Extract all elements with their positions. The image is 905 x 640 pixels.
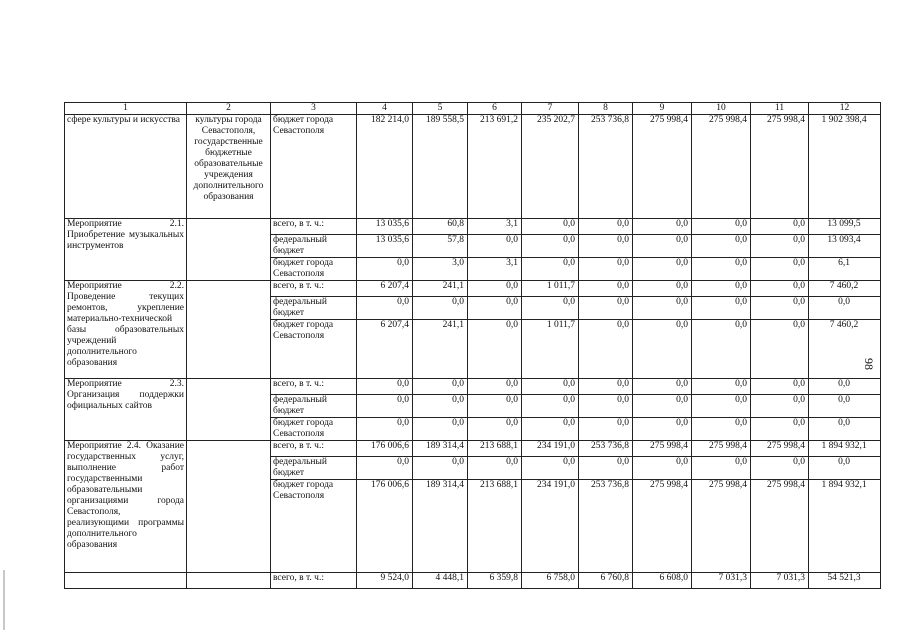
year-value-cell: 13 035,6 xyxy=(357,219,413,235)
year-value-cell: 7 031,3 xyxy=(751,573,809,589)
funding-source-cell: бюджет города Севастополя xyxy=(271,258,357,281)
year-value-cell: 0,0 xyxy=(522,395,579,418)
year-value-cell: 0,0 xyxy=(633,258,692,281)
year-value-cell: 0,0 xyxy=(522,297,579,320)
year-value-cell: 213 688,1 xyxy=(468,441,522,457)
year-value-cell: 176 006,6 xyxy=(357,441,413,457)
year-value-cell: 0,0 xyxy=(357,418,413,441)
year-value-cell: 6 758,0 xyxy=(522,573,579,589)
year-value-cell: 0,0 xyxy=(751,235,809,258)
measure-name-cell: сфере культуры и искусства xyxy=(65,115,187,219)
funding-source-cell: всего, в т. ч.: xyxy=(271,379,357,395)
year-value-cell: 275 998,4 xyxy=(751,441,809,457)
year-value-cell: 241,1 xyxy=(413,281,468,297)
table-row xyxy=(65,281,881,297)
year-value-cell: 213 691,2 xyxy=(468,115,522,219)
year-value-cell: 0,0 xyxy=(413,395,468,418)
funding-source-cell: бюджет города Севастополя xyxy=(271,480,357,573)
year-value-cell: 234 191,0 xyxy=(522,441,579,457)
funding-source-cell: бюджет города Севастополя xyxy=(271,115,357,219)
year-value-cell: 9 524,0 xyxy=(357,573,413,589)
column-number: 2 xyxy=(187,103,271,115)
total-value-cell: 13 093,4 xyxy=(809,235,881,258)
year-value-cell: 176 006,6 xyxy=(357,480,413,573)
year-value-cell: 57,8 xyxy=(413,235,468,258)
year-value-cell: 0,0 xyxy=(468,235,522,258)
funding-source-cell: всего, в т. ч.: xyxy=(271,219,357,235)
column-number: 9 xyxy=(633,103,692,115)
year-value-cell: 189 314,4 xyxy=(413,480,468,573)
year-value-cell: 0,0 xyxy=(692,457,751,480)
total-value-cell: 1 902 398,4 xyxy=(809,115,881,219)
year-value-cell: 0,0 xyxy=(413,379,468,395)
year-value-cell: 0,0 xyxy=(751,457,809,480)
year-value-cell: 13 035,6 xyxy=(357,235,413,258)
column-number: 4 xyxy=(357,103,413,115)
column-number: 10 xyxy=(692,103,751,115)
table-body xyxy=(65,115,881,589)
year-value-cell: 253 736,8 xyxy=(579,115,633,219)
year-value-cell: 6 359,8 xyxy=(468,573,522,589)
scan-edge-mark xyxy=(3,570,5,630)
year-value-cell: 275 998,4 xyxy=(751,115,809,219)
total-value-cell: 6,1 xyxy=(809,258,881,281)
year-value-cell: 0,0 xyxy=(692,219,751,235)
year-value-cell: 0,0 xyxy=(522,258,579,281)
year-value-cell: 275 998,4 xyxy=(633,441,692,457)
column-number: 3 xyxy=(271,103,357,115)
year-value-cell: 0,0 xyxy=(522,379,579,395)
year-value-cell: 0,0 xyxy=(522,219,579,235)
year-value-cell: 3,1 xyxy=(468,258,522,281)
year-value-cell: 189 558,5 xyxy=(413,115,468,219)
year-value-cell: 4 448,1 xyxy=(413,573,468,589)
total-value-cell: 54 521,3 xyxy=(809,573,881,589)
column-number: 5 xyxy=(413,103,468,115)
year-value-cell: 6 207,4 xyxy=(357,281,413,297)
year-value-cell: 0,0 xyxy=(357,258,413,281)
year-value-cell: 0,0 xyxy=(579,379,633,395)
year-value-cell: 7 031,3 xyxy=(692,573,751,589)
year-value-cell: 0,0 xyxy=(633,297,692,320)
year-value-cell: 1 011,7 xyxy=(522,281,579,297)
column-number: 12 xyxy=(809,103,881,115)
year-value-cell: 0,0 xyxy=(468,379,522,395)
year-value-cell: 275 998,4 xyxy=(751,480,809,573)
year-value-cell: 213 688,1 xyxy=(468,480,522,573)
year-value-cell: 0,0 xyxy=(579,418,633,441)
year-value-cell: 0,0 xyxy=(522,457,579,480)
year-value-cell: 275 998,4 xyxy=(692,480,751,573)
year-value-cell: 0,0 xyxy=(633,320,692,379)
year-value-cell: 0,0 xyxy=(692,258,751,281)
year-value-cell: 0,0 xyxy=(751,395,809,418)
funding-source-cell: всего, в т. ч.: xyxy=(271,441,357,457)
year-value-cell: 6 608,0 xyxy=(633,573,692,589)
total-value-cell: 0,0 xyxy=(809,297,881,320)
year-value-cell: 0,0 xyxy=(579,457,633,480)
executor-cell: культуры города Севастополя, государственные бюджетные образовательные учреждения дополнительного образования xyxy=(187,115,271,219)
total-value-cell: 13 099,5 xyxy=(809,219,881,235)
year-value-cell: 3,0 xyxy=(413,258,468,281)
executor-cell xyxy=(187,441,271,573)
year-value-cell: 0,0 xyxy=(579,281,633,297)
year-value-cell: 275 998,4 xyxy=(633,480,692,573)
year-value-cell: 0,0 xyxy=(413,418,468,441)
year-value-cell: 0,0 xyxy=(692,418,751,441)
year-value-cell: 6 760,8 xyxy=(579,573,633,589)
year-value-cell: 0,0 xyxy=(751,320,809,379)
year-value-cell: 253 736,8 xyxy=(579,480,633,573)
year-value-cell: 0,0 xyxy=(633,395,692,418)
year-value-cell: 0,0 xyxy=(357,297,413,320)
funding-source-cell: всего, в т. ч.: xyxy=(271,573,357,589)
year-value-cell: 0,0 xyxy=(751,297,809,320)
year-value-cell: 60,8 xyxy=(413,219,468,235)
executor-cell xyxy=(187,219,271,281)
column-number: 6 xyxy=(468,103,522,115)
total-value-cell: 1 894 932,1 xyxy=(809,480,881,573)
budget-table xyxy=(64,102,881,589)
year-value-cell: 275 998,4 xyxy=(633,115,692,219)
funding-source-cell: федеральный бюджет xyxy=(271,235,357,258)
measure-name-cell xyxy=(65,573,187,589)
year-value-cell: 234 191,0 xyxy=(522,480,579,573)
executor-cell xyxy=(187,281,271,379)
page-number: 98 xyxy=(862,358,876,370)
year-value-cell: 0,0 xyxy=(633,235,692,258)
table-row xyxy=(65,379,881,395)
year-value-cell: 0,0 xyxy=(633,379,692,395)
year-value-cell: 0,0 xyxy=(468,418,522,441)
total-value-cell: 0,0 xyxy=(809,418,881,441)
executor-cell xyxy=(187,573,271,589)
year-value-cell: 0,0 xyxy=(413,297,468,320)
year-value-cell: 0,0 xyxy=(692,235,751,258)
year-value-cell: 253 736,8 xyxy=(579,441,633,457)
year-value-cell: 0,0 xyxy=(692,379,751,395)
measure-name-cell: Мероприятие 2.1. Приобретение музыкальных инструментов xyxy=(65,219,187,281)
year-value-cell: 0,0 xyxy=(357,457,413,480)
year-value-cell: 235 202,7 xyxy=(522,115,579,219)
year-value-cell: 0,0 xyxy=(468,281,522,297)
year-value-cell: 189 314,4 xyxy=(413,441,468,457)
funding-source-cell: федеральный бюджет xyxy=(271,395,357,418)
year-value-cell: 275 998,4 xyxy=(692,115,751,219)
total-value-cell: 7 460,2 xyxy=(809,281,881,297)
year-value-cell: 0,0 xyxy=(633,219,692,235)
year-value-cell: 0,0 xyxy=(633,418,692,441)
measure-name-cell: Мероприятие 2.4. Оказание государственных услуг, выполнение работ государственными образовательными организациями города Севастополя, реализующими программы дополнительного образования xyxy=(65,441,187,573)
column-number: 1 xyxy=(65,103,187,115)
year-value-cell: 0,0 xyxy=(692,320,751,379)
year-value-cell: 0,0 xyxy=(751,219,809,235)
year-value-cell: 0,0 xyxy=(357,379,413,395)
year-value-cell: 0,0 xyxy=(522,235,579,258)
year-value-cell: 0,0 xyxy=(522,418,579,441)
measure-name-cell: Мероприятие 2.3. Организация поддержки официальных сайтов xyxy=(65,379,187,441)
year-value-cell: 0,0 xyxy=(579,258,633,281)
executor-cell xyxy=(187,379,271,441)
measure-name-cell: Мероприятие 2.2. Проведение текущих ремонтов, укрепление материально-технической базы образовательных учреждений дополнительного образования xyxy=(65,281,187,379)
year-value-cell: 0,0 xyxy=(692,395,751,418)
total-value-cell: 0,0 xyxy=(809,457,881,480)
year-value-cell: 0,0 xyxy=(633,457,692,480)
column-number: 7 xyxy=(522,103,579,115)
year-value-cell: 3,1 xyxy=(468,219,522,235)
year-value-cell: 0,0 xyxy=(579,219,633,235)
year-value-cell: 6 207,4 xyxy=(357,320,413,379)
year-value-cell: 0,0 xyxy=(751,258,809,281)
year-value-cell: 182 214,0 xyxy=(357,115,413,219)
funding-source-cell: федеральный бюджет xyxy=(271,297,357,320)
year-value-cell: 0,0 xyxy=(579,235,633,258)
year-value-cell: 0,0 xyxy=(579,320,633,379)
year-value-cell: 0,0 xyxy=(692,281,751,297)
table-row xyxy=(65,115,881,219)
total-value-cell: 1 894 932,1 xyxy=(809,441,881,457)
year-value-cell: 0,0 xyxy=(468,297,522,320)
funding-source-cell: бюджет города Севастополя xyxy=(271,418,357,441)
year-value-cell: 0,0 xyxy=(413,457,468,480)
total-value-cell: 0,0 xyxy=(809,395,881,418)
year-value-cell: 1 011,7 xyxy=(522,320,579,379)
year-value-cell: 275 998,4 xyxy=(692,441,751,457)
year-value-cell: 0,0 xyxy=(692,297,751,320)
funding-source-cell: бюджет города Севастополя xyxy=(271,320,357,379)
year-value-cell: 0,0 xyxy=(468,395,522,418)
year-value-cell: 0,0 xyxy=(357,395,413,418)
total-value-cell: 7 460,2 xyxy=(809,320,881,379)
year-value-cell: 0,0 xyxy=(579,395,633,418)
year-value-cell: 0,0 xyxy=(468,320,522,379)
year-value-cell: 0,0 xyxy=(751,379,809,395)
funding-source-cell: федеральный бюджет xyxy=(271,457,357,480)
column-number: 11 xyxy=(751,103,809,115)
table-header xyxy=(65,103,881,115)
year-value-cell: 0,0 xyxy=(751,418,809,441)
funding-source-cell: всего, в т. ч.: xyxy=(271,281,357,297)
year-value-cell: 0,0 xyxy=(751,281,809,297)
total-value-cell: 0,0 xyxy=(809,379,881,395)
year-value-cell: 0,0 xyxy=(633,281,692,297)
column-number: 8 xyxy=(579,103,633,115)
table-row xyxy=(65,219,881,235)
year-value-cell: 0,0 xyxy=(468,457,522,480)
year-value-cell: 241,1 xyxy=(413,320,468,379)
table-row xyxy=(65,441,881,457)
table-row xyxy=(65,573,881,589)
year-value-cell: 0,0 xyxy=(579,297,633,320)
